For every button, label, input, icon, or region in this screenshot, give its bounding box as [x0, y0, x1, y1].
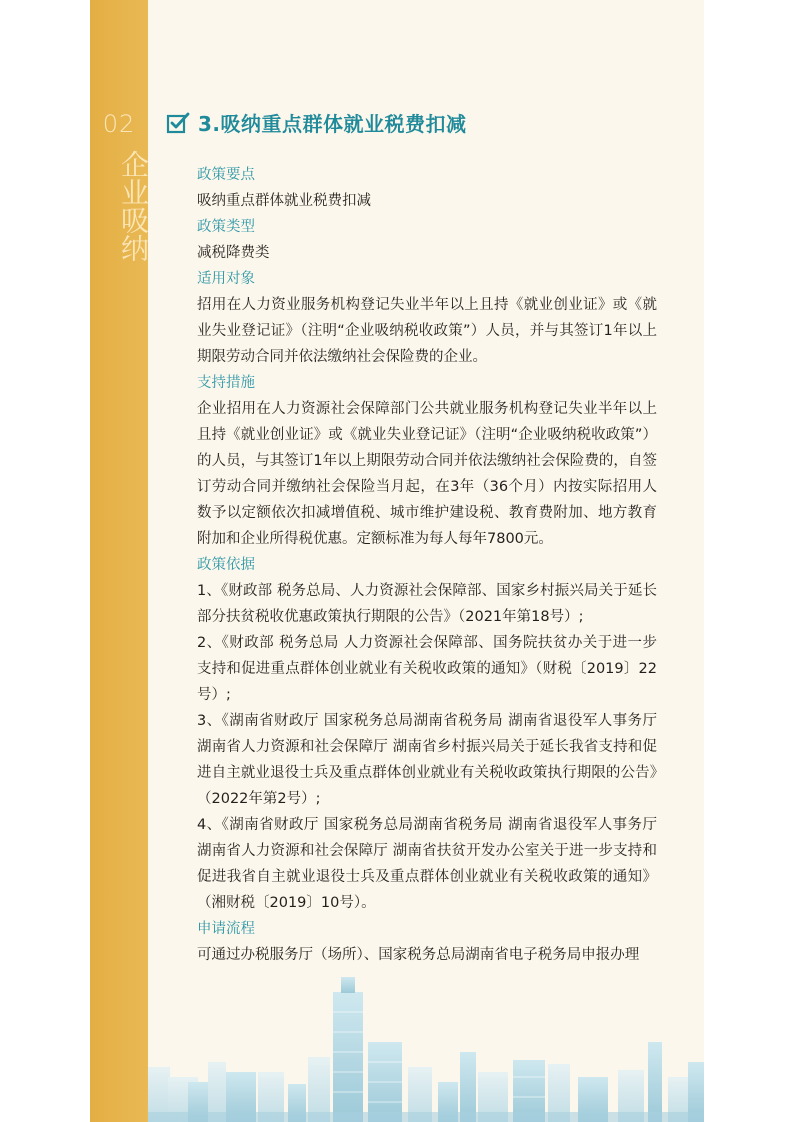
basis-item: 2、《财政部 税务总局 人力资源社会保障部、国务院扶贫办关于进一步支持和促进重点群体创业就业有关税收政策的通知》（财税〔2019〕22号）; — [197, 635, 657, 703]
checkbox-checked-icon — [166, 111, 190, 135]
basis-item: 1、《财政部 税务总局、人力资源社会保障部、国家乡村振兴局关于延长部分扶贫税收优惠政策执行期限的公告》（2021年第18号）; — [197, 583, 657, 625]
section-label: 适用对象 — [197, 271, 255, 287]
section-label: 政策依据 — [197, 557, 255, 573]
chapter-label: 企业吸纳 — [117, 150, 150, 262]
document-page — [90, 0, 704, 1122]
section-text: 吸纳重点群体就业税费扣减 — [197, 193, 371, 209]
section-label: 申请流程 — [197, 921, 255, 937]
policy-content — [197, 162, 657, 968]
chapter-number: 02 — [102, 110, 136, 138]
section-text: 可通过办税服务厅（场所）、国家税务总局湖南省电子税务局申报办理 — [197, 947, 640, 963]
basis-item: 4、《湖南省财政厅 国家税务总局湖南省税务局 湖南省退役军人事务厅 湖南省人力资源和社会保障厅 湖南省扶贫开发办公室关于进一步支持和促进我省自主就业退役士兵及重点群体创业就业有关税收政策的通知》（湘财税〔2019〕10号）。 — [197, 817, 657, 911]
page-title: 3.吸纳重点群体就业税费扣减 — [198, 112, 467, 136]
section-support-measures — [197, 370, 657, 552]
section-policy-basis — [197, 552, 657, 916]
section-label: 支持措施 — [197, 375, 255, 391]
section-text: 招用在人力资业服务机构登记失业半年以上且持《就业创业证》或《就业失业登记证》（注明“企业吸纳税收政策”）人员，并与其签订1年以上期限劳动合同并依法缴纳社会保险费的企业。 — [197, 297, 657, 365]
side-band — [90, 0, 148, 1122]
section-heading — [166, 108, 467, 137]
section-policy-type — [197, 214, 657, 266]
city-skyline-illustration — [148, 972, 704, 1122]
section-label: 政策要点 — [197, 167, 255, 183]
section-label: 政策类型 — [197, 219, 255, 235]
section-text: 减税降费类 — [197, 245, 270, 261]
section-key-points — [197, 162, 657, 214]
section-text: 企业招用在人力资源社会保障部门公共就业服务机构登记失业半年以上且持《就业创业证》或《就业失业登记证》（注明“企业吸纳税收政策”）的人员，与其签订1年以上期限劳动合同并依法缴纳社会保险费的，自签订劳动合同并缴纳社会保险当月起，在3年（36个月）内按实际招用人数予以定额依次扣减增值税、城市维护建设税、教育费附加、地方教育附加和企业所得税优惠。定额标准为每人每年7800元。 — [197, 401, 657, 547]
basis-item: 3、《湖南省财政厅 国家税务总局湖南省税务局 湖南省退役军人事务厅 湖南省人力资源和社会保障厅 湖南省乡村振兴局关于延长我省支持和促进自主就业退役士兵及重点群体创业就业有关税收政策执行期限的公告》（2022年第2号）; — [197, 713, 657, 807]
section-applicable-to — [197, 266, 657, 370]
section-application-process — [197, 916, 657, 968]
